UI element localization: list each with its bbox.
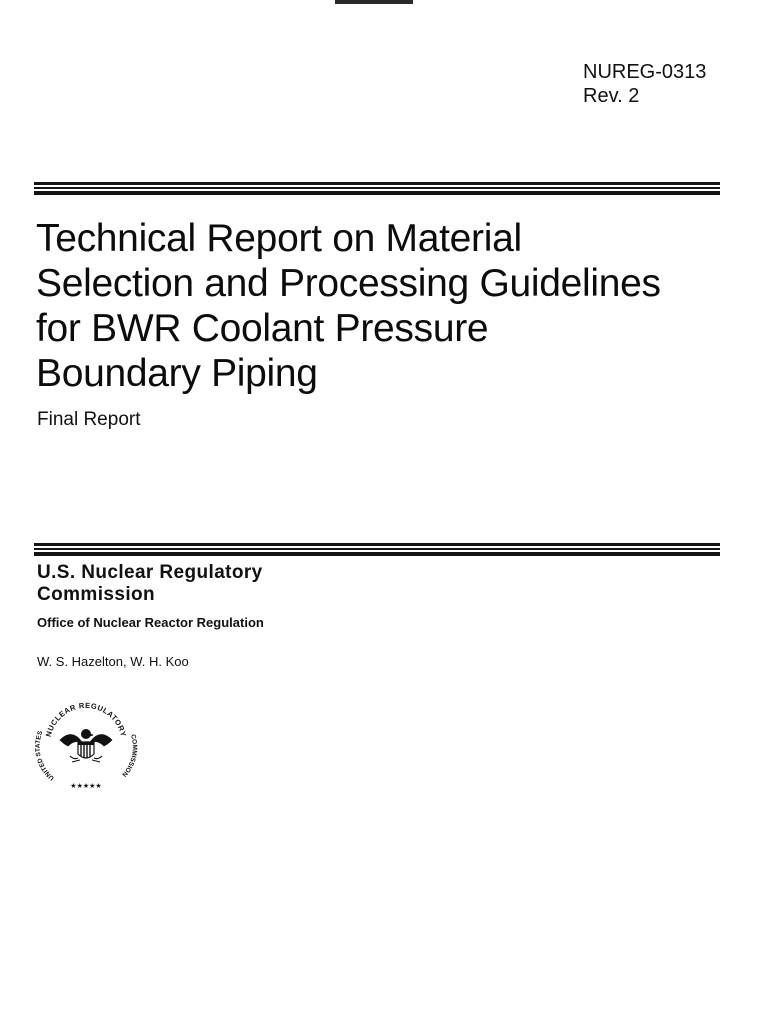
report-subtitle: Final Report	[37, 409, 141, 430]
office-name: Office of Nuclear Reactor Regulation	[37, 615, 264, 630]
eagle-emblem	[60, 730, 112, 763]
authors: W. S. Hazelton, W. H. Koo	[37, 654, 189, 669]
agency-name	[37, 562, 263, 606]
top-divider	[34, 182, 720, 195]
middle-divider	[34, 543, 720, 556]
report-number: NUREG-0313	[583, 61, 707, 83]
seal-text-top: NUCLEAR REGULATORY	[43, 700, 129, 738]
nrc-seal-icon	[32, 690, 140, 798]
agency-line: Commission	[37, 584, 156, 605]
seal-text-right: COMMISSION	[120, 733, 138, 778]
seal-stars: ★★★★★	[70, 782, 102, 790]
title-line: Selection and Processing Guidelines	[36, 262, 661, 305]
report-revision: Rev. 2	[583, 85, 640, 107]
svg-text:COMMISSION	[120, 734, 138, 778]
seal-text-left: UNITED STATES	[34, 730, 56, 782]
agency-line: U.S. Nuclear Regulatory	[37, 562, 263, 583]
top-edge-mark	[335, 0, 413, 4]
title-line: Boundary Piping	[36, 352, 318, 395]
report-title	[36, 216, 736, 396]
report-identifier	[583, 60, 706, 108]
title-line: for BWR Coolant Pressure	[36, 307, 489, 350]
title-line: Technical Report on Material	[36, 217, 522, 260]
